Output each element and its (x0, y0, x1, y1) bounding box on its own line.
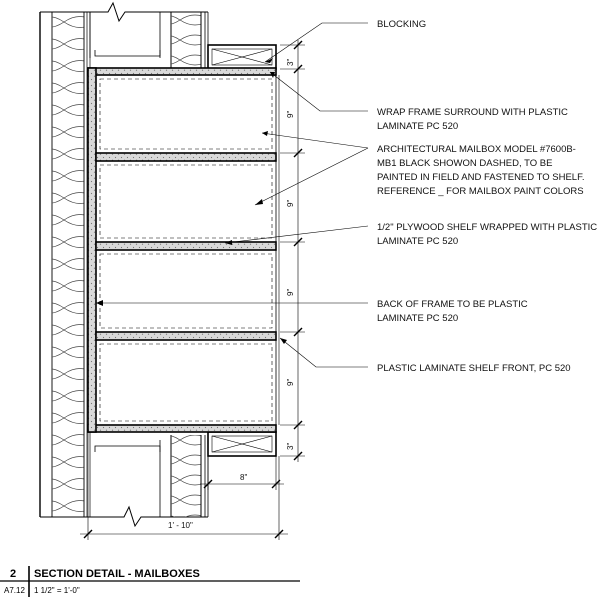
shelf-1 (96, 153, 276, 161)
detail-scale: 1 1/2" = 1'-0" (34, 586, 80, 595)
title-block (0, 566, 300, 597)
upper-stud (90, 12, 208, 68)
dim-overall-width: 1' - 10" (168, 521, 193, 530)
lower-stud-insulation (171, 435, 201, 517)
dim-space-4: 9" (286, 378, 295, 386)
dim-depth: 8" (240, 473, 248, 482)
frame-bottom (88, 425, 276, 432)
leader-blocking (265, 23, 368, 62)
shelf-2 (96, 242, 276, 250)
note-mailbox-line-3: PAINTED IN FIELD AND FASTENED TO SHELF. (377, 172, 585, 183)
leader-mailbox-1 (262, 133, 368, 148)
note-plywood-line-1: 1/2" PLYWOOD SHELF WRAPPED WITH PLASTIC (377, 222, 598, 233)
shelf-3 (96, 332, 276, 340)
top-blocking (208, 45, 276, 69)
dim-space-3: 9" (286, 288, 295, 296)
dim-top-blocking: 3" (286, 58, 295, 66)
note-back-frame-line-1: BACK OF FRAME TO BE PLASTIC (377, 299, 528, 310)
wall-insulation (52, 12, 84, 517)
note-mailbox-line-4: REFERENCE _ FOR MAILBOX PAINT COLORS (377, 186, 584, 197)
note-blocking: BLOCKING (377, 19, 427, 30)
note-shelf-front: PLASTIC LAMINATE SHELF FRONT, PC 520 (377, 363, 571, 374)
note-mailbox-line-1: ARCHITECTURAL MAILBOX MODEL #7600B- (377, 144, 576, 155)
frame-back (88, 68, 96, 432)
lower-stud (95, 435, 208, 517)
note-back-frame-line-2: LAMINATE PC 520 (377, 313, 459, 324)
detail-title: SECTION DETAIL - MAILBOXES (34, 568, 200, 580)
leader-arrows (96, 58, 287, 344)
note-wrap-frame-line-1: WRAP FRAME SURROUND WITH PLASTIC (377, 107, 568, 118)
note-plywood-line-2: LAMINATE PC 520 (377, 236, 459, 247)
note-mailbox-line-2: MB1 BLACK SHOWON DASHED, TO BE (377, 158, 553, 169)
upper-stud-insulation (171, 12, 201, 68)
vertical-dimension-string (280, 40, 305, 462)
bottom-blocking (208, 432, 276, 456)
stud-wall (40, 12, 90, 517)
dim-space-1: 9" (286, 110, 295, 118)
detail-number: 2 (10, 568, 17, 580)
leader-wrap-frame (270, 72, 368, 111)
leader-shelf-front (280, 338, 368, 367)
dim-space-2: 9" (286, 199, 295, 207)
note-wrap-frame-line-2: LAMINATE PC 520 (377, 121, 459, 132)
dim-bottom-blocking: 3" (286, 442, 295, 450)
leader-plywood (225, 226, 368, 243)
frame-top (88, 68, 276, 75)
sheet-reference: A7.12 (4, 586, 25, 595)
